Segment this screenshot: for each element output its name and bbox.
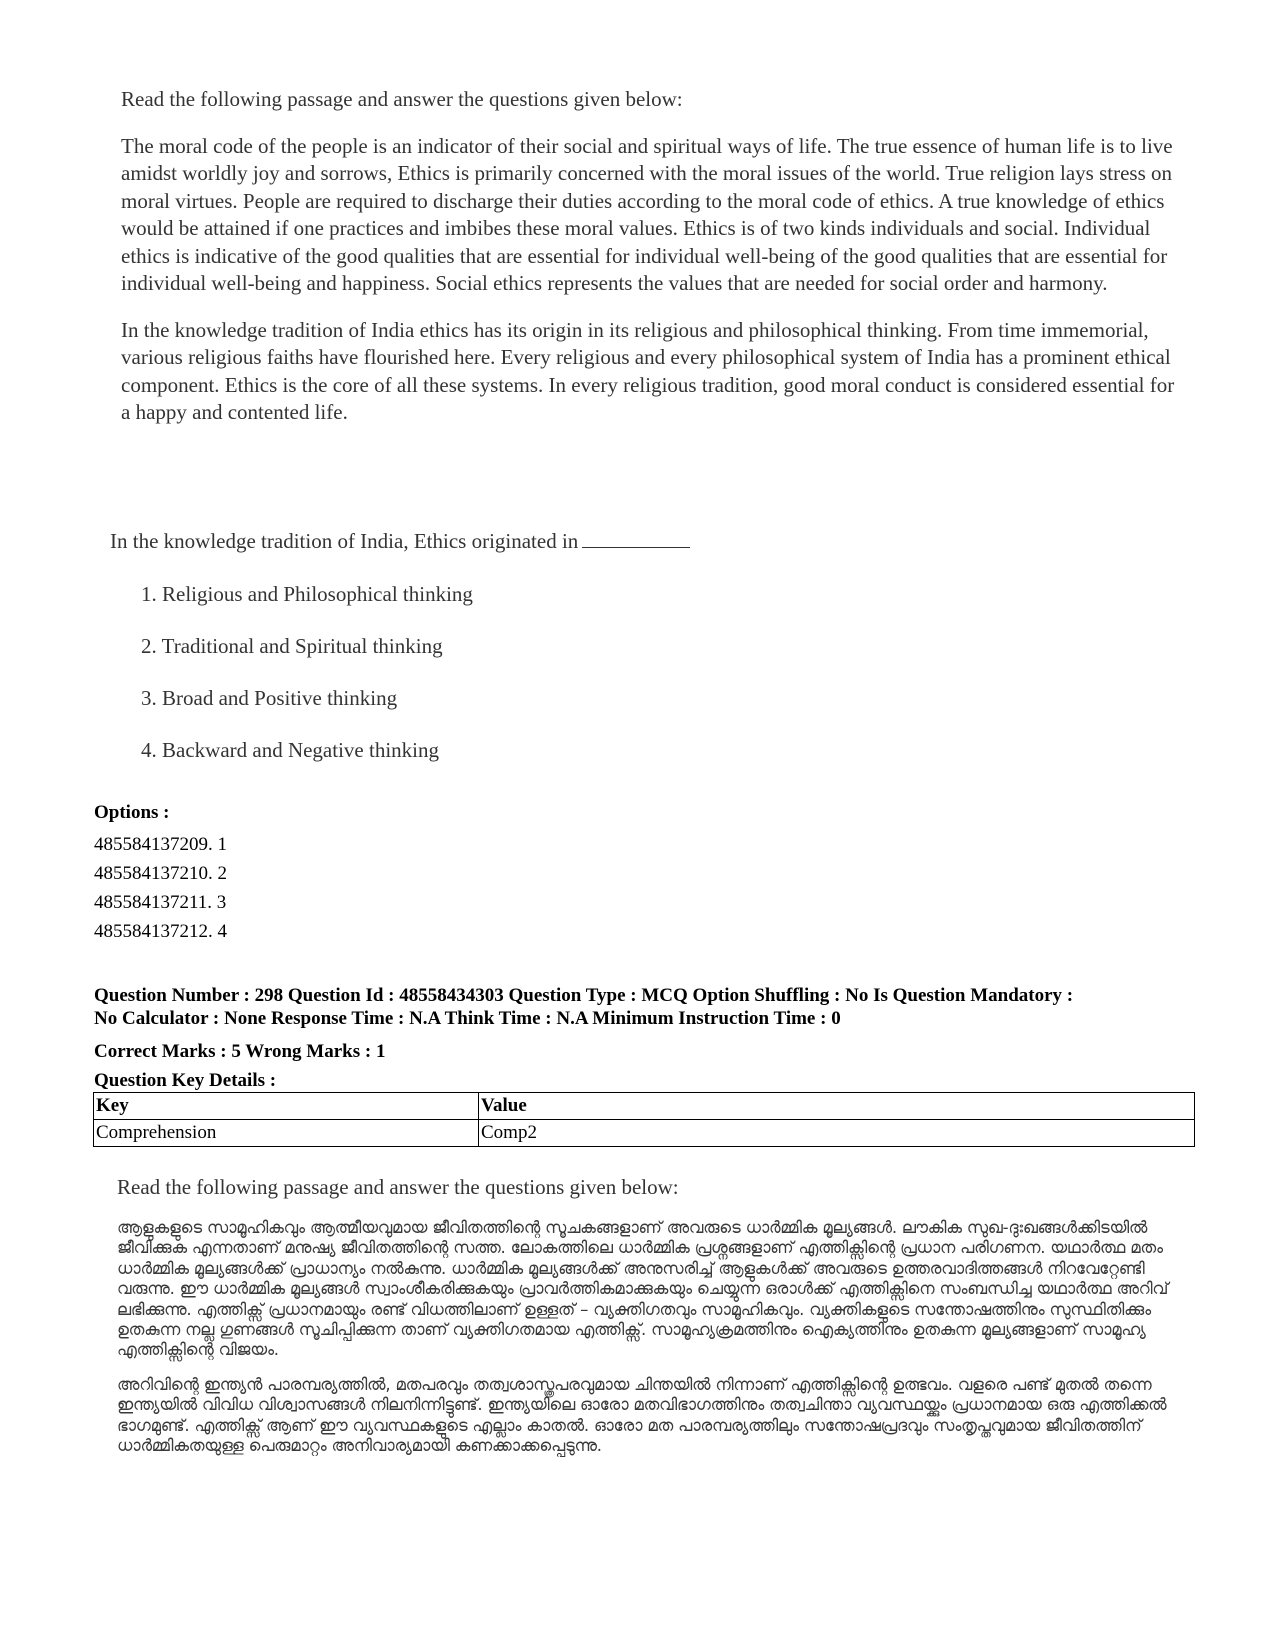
passage-ml-paragraph-2: അറിവിന്റെ ഇന്ത്യൻ പാരമ്പര്യത്തിൽ, മതപരവും തത്വശാസ്ത്രപരവുമായ ചിന്തയിൽ നിന്നാണ് എത്തിക്സിന്റെ ഉത്ഭവം. വളരെ പണ്ട് മുതൽ തന്നെ ഇന്ത്യയിൽ വിവിധ വിശ്വാസങ്ങൾ നിലനിന്നിട്ടുണ്ട്. ഇന്ത്യയിലെ ഓരോ മതവിഭാഗത്തിനും തത്വചിന്താ വ്യവസ്ഥയ്ക്കും പ്രധാനമായ ഒരു എത്തിക്കൽ ഭാഗമുണ്ട്. എത്തിക്സ് ആണ് ഈ വ്യവസ്ഥകളുടെ എല്ലാം കാതൽ. ഓരോ മത പാരമ്പര്യത്തിലും സന്തോഷപ്രദവും സംതൃപ്തവുമായ ജീവിതത്തിന് ധാർമ്മികതയുള്ള പെരുമാറ്റം അനിവാര്യമായി കണക്കാക്കപ്പെടുന്നു. — [117, 1374, 1167, 1456]
table-header-key: Key — [94, 1093, 479, 1120]
passage-paragraph-1: The moral code of the people is an indicator of their social and spiritual ways of life. The true essence of human life is to live amidst worldly joy and sorrows, Ethics is primarily concerned with the moral issues of the world. True religion lays stress on moral virtues. People are required to discharge their duties according to the moral code of ethics. A true knowledge of ethics would be attained if one practices and imbibes these moral values. Ethics is of two kinds individuals and social. Individual ethics is indicative of the good qualities that are essential for individual well-being of the good qualities that are essential for individual well-being and happiness. Social ethics represents the values that are needed for social order and harmony. — [121, 133, 1173, 295]
passage-malayalam — [117, 1175, 1197, 1470]
table-cell-key: Comprehension — [94, 1120, 479, 1147]
marks-line: Correct Marks : 5 Wrong Marks : 1 — [94, 1041, 386, 1062]
passage-ml-heading: Read the following passage and answer the questions given below: — [117, 1175, 679, 1199]
table-cell-value: Comp2 — [479, 1120, 1195, 1147]
options-label: Options : — [94, 802, 170, 823]
table-header-row — [94, 1093, 1195, 1120]
choice-item: 2. Traditional and Spiritual thinking — [141, 634, 443, 658]
key-details-table — [93, 1092, 1195, 1147]
question-stem — [110, 528, 690, 555]
passage-ml-paragraph-1: ആളുകളുടെ സാമൂഹികവും ആത്മീയവുമായ ജീവിതത്തിന്റെ സൂചകങ്ങളാണ് അവരുടെ ധാർമ്മിക മൂല്യങ്ങൾ. ലൗകിക സുഖ-ദുഃഖങ്ങൾക്കിടയിൽ ജീവിക്കുക എന്നതാണ് മനുഷ്യ ജീവിതത്തിന്റെ സത്ത. ലോകത്തിലെ ധാർമ്മിക പ്രശ്നങ്ങളാണ് എത്തിക്സിന്റെ പ്രധാന പരിഗണന. യഥാർത്ഥ മതം ധാർമ്മിക മൂല്യങ്ങൾക്ക് പ്രാധാന്യം നൽകുന്നു. ധാർമ്മിക മൂല്യങ്ങൾക്ക് അനുസരിച്ച് ആളുകൾക്ക് അവരുടെ ഉത്തരവാദിത്തങ്ങൾ നിറവേറ്റേണ്ടി വരുന്നു. ഈ ധാർമ്മിക മൂല്യങ്ങൾ സ്വാംശീകരിക്കുകയും പ്രാവർത്തികമാക്കുകയും ചെയ്യുന്ന ഒരാൾക്ക് എത്തിക്സിനെ സംബന്ധിച്ച യഥാർത്ഥ അറിവ് ലഭിക്കുന്നു. എത്തിക്സ് പ്രധാനമായും രണ്ട് വിധത്തിലാണ് ഉള്ളത് – വ്യക്തിഗതവും സാമൂഹികവും. വ്യക്തികളുടെ സന്തോഷത്തിനും സുസ്ഥിതിക്കും ഉതകുന്ന നല്ല ഗുണങ്ങൾ സൂചിപ്പിക്കുന്ന താണ് വ്യക്തിഗതമായ എത്തിക്സ്. സാമൂഹ്യക്രമത്തിനും ഐക്യത്തിനും ഉതകുന്ന മൂല്യങ്ങളാണ് സാമൂഹ്യ എത്തിക്സിന്റെ വിജയം. — [117, 1218, 1169, 1360]
answer-blank — [582, 529, 690, 548]
question-meta-line-2: No Calculator : None Response Time : N.A Think Time : N.A Minimum Instruction Time : 0 — [94, 1008, 841, 1029]
option-item: 485584137209. 1 — [94, 834, 227, 855]
passage-paragraph-2: In the knowledge tradition of India ethics has its origin in its religious and philosophical thinking. From time immemorial, various religious faiths have flourished here. Every religious and every philosophical system of India has a prominent ethical component. Ethics is the core of all these systems. In every religious tradition, good moral conduct is considered essential for a happy and contented life. — [121, 317, 1175, 424]
passage-english — [121, 86, 1181, 446]
option-item: 485584137212. 4 — [94, 921, 227, 942]
option-item: 485584137211. 3 — [94, 892, 227, 913]
option-item: 485584137210. 2 — [94, 863, 227, 884]
choice-item: 3. Broad and Positive thinking — [141, 686, 398, 710]
table-header-value: Value — [479, 1093, 1195, 1120]
question-meta-line-1: Question Number : 298 Question Id : 48558434303 Question Type : MCQ Option Shuffling : No Is Question Mandatory : — [94, 985, 1074, 1006]
key-details-label: Question Key Details : — [94, 1070, 277, 1091]
choice-item: 1. Religious and Philosophical thinking — [141, 582, 473, 606]
table-row — [94, 1120, 1195, 1147]
question-meta — [94, 984, 1194, 1030]
passage-heading: Read the following passage and answer the questions given below: — [121, 87, 683, 111]
choice-item: 4. Backward and Negative thinking — [141, 738, 439, 762]
options-list — [94, 830, 227, 946]
question-text: In the knowledge tradition of India, Ethics originated in — [110, 529, 579, 553]
